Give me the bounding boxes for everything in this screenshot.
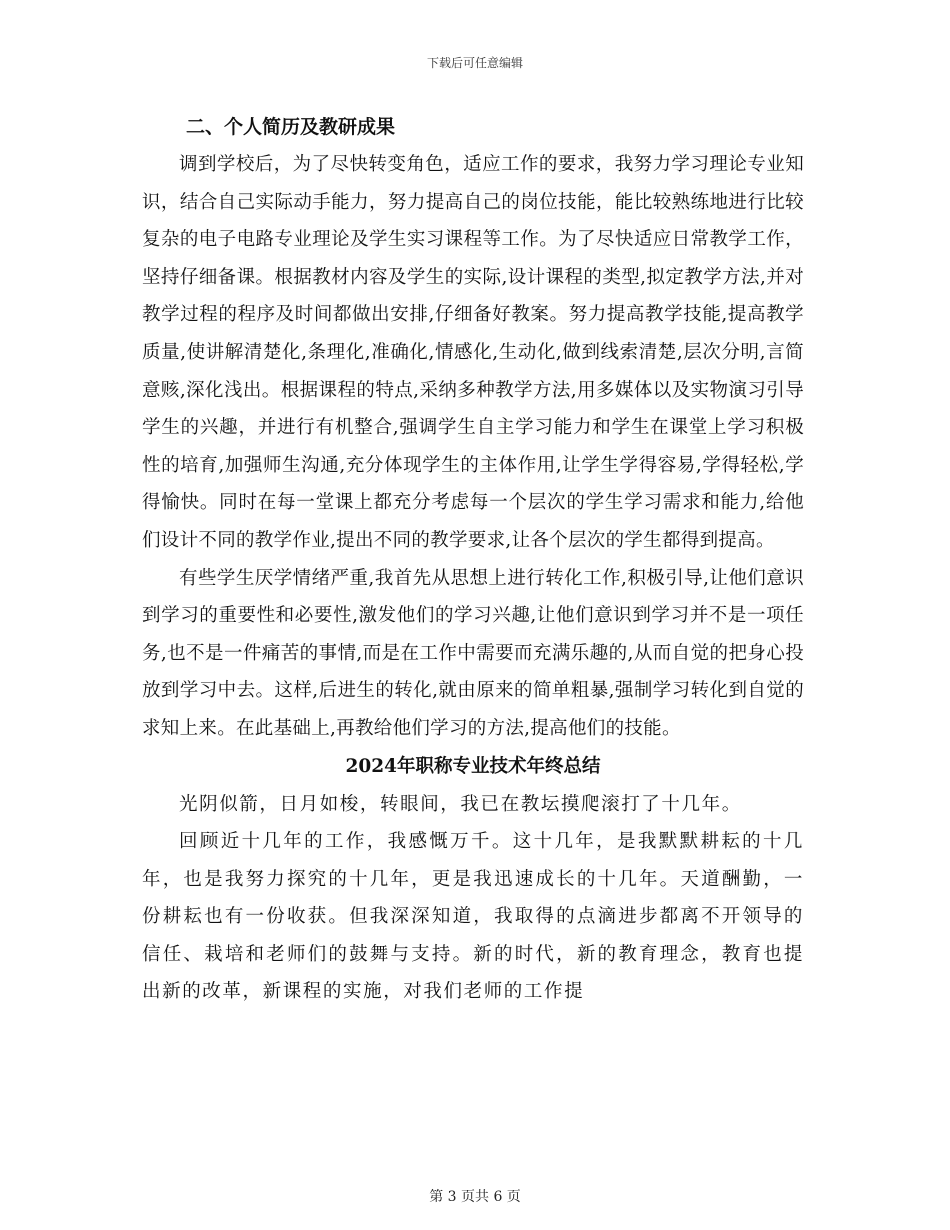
section-paragraph-1: 调到学校后，为了尽快转变角色，适应工作的要求，我努力学习理论专业知识，结合自己实际动手能力，努力提高自己的岗位技能，能比较熟练地进行比较复杂的电子电路专业理论及学生实习课程等工作。为了尽快适应日常教学工作，坚持仔细备课。根据教材内容及学生的实际,设计课程的类型,拟定教学方法,并对教学过程的程序及时间都做出安排,仔细备好教案。努力提高教学技能,提高教学质量,使讲解清楚化,条理化,准确化,情感化,生动化,做到线索清楚,层次分明,言简意赅,深化浅出。根据课程的特点,采纳多种教学方法,用多媒体以及实物演习引导学生的兴趣，并进行有机整合,强调学生自主学习能力和学生在课堂上学习积极性的培育,加强师生沟通,充分体现学生的主体作用,让学生学得容易,学得轻松,学得愉快。同时在每一堂课上都充分考虑每一个层次的学生学习需求和能力,给他们设计不同的教学作业,提出不同的教学要求,让各个层次的学生都得到提高。 bbox=[142, 154, 804, 551]
document-body bbox=[142, 108, 804, 1011]
article-paragraph-1: 光阴似箭，日月如梭，转眼间，我已在教坛摸爬滚打了十几年。 bbox=[179, 793, 742, 815]
page-number: 第 3 页共 6 页 bbox=[429, 1189, 521, 1205]
article-title: 2024年职称专业技术年终总结 bbox=[345, 755, 601, 777]
article-paragraph-2: 回顾近十几年的工作，我感慨万千。这十几年，是我默默耕耘的十几年，也是我努力探究的十几年，更是我迅速成长的十几年。天道酬勤，一份耕耘也有一份收获。但我深深知道，我取得的点滴进步都离不开领导的信任、栽培和老师们的鼓舞与支持。新的时代，新的教育理念，教育也提出新的改革，新课程的实施，对我们老师的工作提 bbox=[142, 831, 804, 1003]
section-heading: 二、个人简历及教研成果 bbox=[186, 116, 396, 138]
page-header-note: 下载后可任意编辑 bbox=[426, 56, 523, 70]
section-paragraph-2: 有些学生厌学情绪严重,我首先从思想上进行转化工作,积极引导,让他们意识到学习的重要性和必要性,激发他们的学习兴趣,让他们意识到学习并不是一项任务,也不是一件痛苦的事情,而是在工作中需要而充满乐趣的,从而自觉的把身心投放到学习中去。这样,后进生的转化,就由原来的简单粗暴,强制学习转化到自觉的求知上来。在此基础上,再教给他们学习的方法,提高他们的技能。 bbox=[142, 567, 804, 739]
